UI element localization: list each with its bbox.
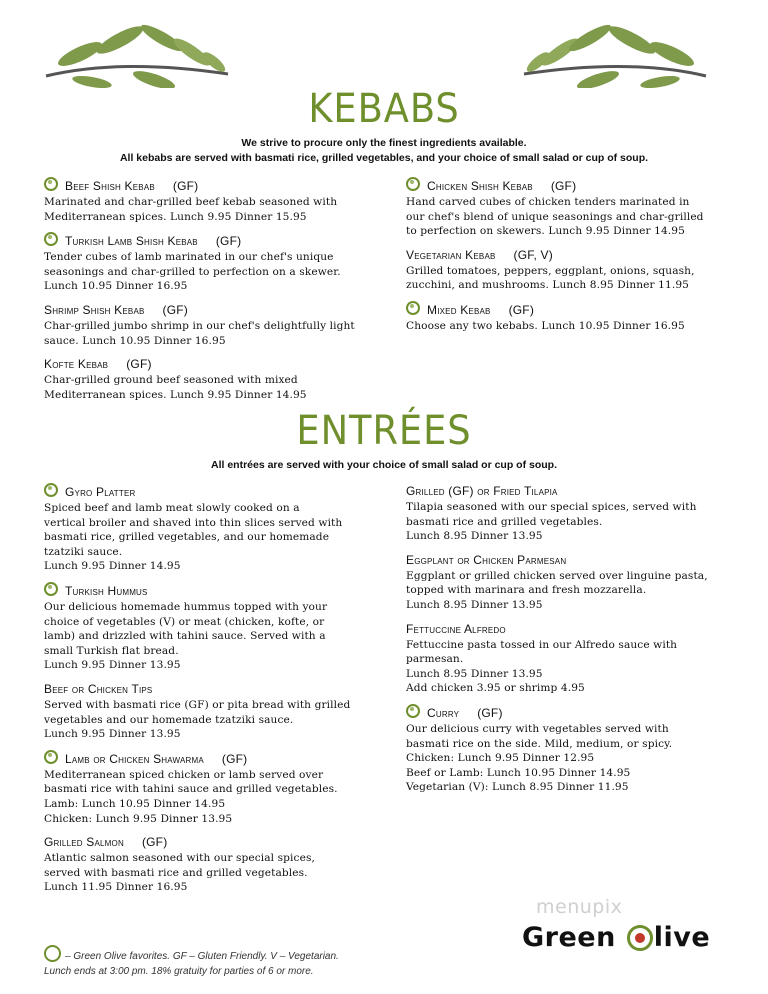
- menu-item-name: Grilled Salmon: [44, 835, 124, 850]
- menu-item-description: Choose any two kebabs. Lunch 10.95 Dinner 16.95: [406, 319, 685, 332]
- menu-item-name: Gyro Platter: [65, 485, 136, 499]
- menu-item-description: Grilled tomatoes, peppers, eggplant, onions, squash, zucchini, and mushrooms. Lunch 8.95 Dinner 11.95: [406, 264, 695, 292]
- menu-item-diet-tag: (GF): [508, 302, 535, 317]
- menu-item-name: Eggplant or Chicken Parmesan: [406, 552, 567, 567]
- menu-item-name: Shrimp Shish Kebab: [44, 302, 145, 317]
- menu-item-name-row: [406, 704, 736, 722]
- menu-item: [44, 681, 379, 742]
- kebabs-right-column: [406, 177, 736, 342]
- menu-item-diet-tag: (GF, V): [513, 247, 553, 262]
- kebabs-title: KEBABS: [308, 86, 460, 132]
- menu-item: [44, 177, 379, 224]
- menu-item-name: Turkish Lamb Shish Kebab: [65, 234, 198, 249]
- footer-notes: [44, 945, 339, 979]
- kebabs-left-column: [44, 177, 379, 410]
- olive-favorite-icon: [44, 232, 58, 246]
- menu-item-description: Tender cubes of lamb marinated in our chef's unique seasonings and char-grilled to perfection on a skewer. Lunch 10.95 Dinner 16.95: [44, 251, 341, 293]
- menu-item-name: Curry: [427, 705, 460, 720]
- menu-item-diet-tag: (GF): [550, 179, 577, 193]
- menu-item-name-row: [44, 356, 379, 373]
- menu-item-diet-tag: (GF): [141, 835, 168, 850]
- menu-item-name-row: [44, 681, 379, 698]
- menu-item-diet-tag: (GF): [172, 179, 199, 193]
- menu-item-diet-tag: (GF): [126, 357, 152, 372]
- menu-item: [44, 232, 379, 294]
- menupix-watermark: menupix: [536, 896, 623, 918]
- menu-item: [44, 356, 379, 402]
- menu-item-name: Mixed Kebab: [427, 302, 491, 317]
- menu-item-description: Our delicious homemade hummus topped with your choice of vegetables (V) or meat (chicken, kofte, or lamb) and drizzled with tahini sauce. Served with a small Turkish flat bread. Lunch 9.95 Dinner 13.95: [44, 600, 328, 672]
- menu-item-name-row: [406, 177, 736, 195]
- menu-item-name-row: [44, 302, 379, 319]
- menu-item-description: Char-grilled ground beef seasoned with mixed Mediterranean spices. Lunch 9.95 Dinner 14.95: [44, 374, 307, 401]
- menu-item-name-row: [406, 301, 736, 319]
- menu-item-description: Hand carved cubes of chicken tenders marinated in our chef's blend of unique seasonings and char-grilled to perfection on skewers. Lunch 9.95 Dinner 14.95: [406, 196, 704, 238]
- menu-item-name: Vegetarian Kebab: [406, 247, 496, 262]
- menu-item-description: Eggplant or grilled chicken served over linguine pasta, topped with marinara and fresh mozzarella. Lunch 8.95 Dinner 13.95: [406, 569, 708, 611]
- kebabs-subtitle-2: All kebabs are served with basmati rice, grilled vegetables, and your choice of small salad or cup of soup.: [119, 152, 649, 164]
- entrees-right-column: [406, 483, 736, 803]
- menu-item-name: Turkish Hummus: [65, 583, 148, 598]
- menu-item-name-row: [406, 621, 736, 638]
- menu-item: [406, 621, 736, 696]
- menu-item: [406, 301, 736, 334]
- menu-item: [406, 247, 736, 293]
- menu-item: [406, 177, 736, 239]
- menu-item-diet-tag: (GF): [215, 234, 242, 249]
- entrees-subtitle: All entrées are served with your choice of small salad or cup of soup.: [210, 459, 558, 471]
- olive-logo-icon: [627, 925, 653, 951]
- olive-favorite-icon: [406, 301, 420, 315]
- olive-branch-left: [42, 18, 232, 88]
- menu-item-description: Marinated and char-grilled beef kebab seasoned with Mediterranean spices. Lunch 9.95 Dinner 15.95: [44, 196, 338, 223]
- entrees-left-column: [44, 483, 379, 903]
- olive-favorite-icon: [406, 177, 420, 191]
- menu-item-name: Beef Shish Kebab: [65, 179, 155, 193]
- olive-branch-right: [520, 18, 710, 88]
- menu-item-description: Char-grilled jumbo shrimp in our chef's delightfully light sauce. Lunch 10.95 Dinner 16.95: [44, 319, 355, 347]
- green-olive-logo: [522, 922, 710, 953]
- menu-item-description: Served with basmati rice (GF) or pita bread with grilled vegetables and our homemade tzatziki sauce. Lunch 9.95 Dinner 13.95: [44, 698, 351, 741]
- menu-item: [44, 582, 379, 673]
- menu-item-description: Fettuccine pasta tossed in our Alfredo sauce with parmesan. Lunch 8.95 Dinner 13.95 Add chicken 3.95 or shrimp 4.95: [406, 638, 678, 695]
- menu-item-diet-tag: (GF): [477, 705, 503, 720]
- menu-item-name-row: [406, 483, 736, 500]
- menu-item-description: Mediterranean spiced chicken or lamb served over basmati rice with tahini sauce and grilled vegetables. Lamb: Lunch 10.95 Dinner 14.95 Chicken: Lunch 9.95 Dinner 13.95: [44, 768, 338, 825]
- menu-item: [44, 302, 379, 348]
- olive-favorite-icon: [406, 704, 420, 718]
- menu-item: [406, 552, 736, 613]
- menu-item-name-row: [44, 483, 379, 501]
- menu-item-name: Beef or Chicken Tips: [44, 681, 153, 696]
- menu-item-name-row: [44, 750, 379, 768]
- menu-item-name: Lamb or Chicken Shawarma: [65, 751, 204, 766]
- menu-item-description: Spiced beef and lamb meat slowly cooked on a vertical broiler and shaved into thin slices served with basmati rice, grilled vegetables, and our homemade tzatziki sauce. Lunch 9.95 Dinner 14.95: [44, 502, 343, 573]
- footer-policy: Lunch ends at 3:00 pm. 18% gratuity for parties of 6 or more.: [44, 966, 314, 977]
- menu-item-description: Atlantic salmon seasoned with our special spices, served with basmati rice and grilled vegetables. Lunch 11.95 Dinner 16.95: [44, 852, 315, 894]
- menu-item-name-row: [44, 177, 379, 195]
- menu-item-name-row: [44, 834, 379, 851]
- olive-favorite-icon: [44, 582, 58, 596]
- kebabs-subtitle-1: We strive to procure only the finest ingredients available.: [241, 137, 527, 149]
- logo-text-green: Green: [522, 922, 626, 953]
- logo-text-live: live: [653, 922, 711, 953]
- menu-item-name: Fettuccine Alfredo: [406, 621, 506, 636]
- olive-legend-icon: [44, 945, 61, 962]
- menu-item-diet-tag: (GF): [221, 751, 248, 766]
- menu-item-diet-tag: (GF): [162, 302, 188, 317]
- olive-favorite-icon: [44, 177, 58, 191]
- menu-item: [406, 483, 736, 544]
- menu-item-name-row: [406, 247, 736, 264]
- entrees-title: ENTRÉES: [296, 408, 472, 454]
- menu-item-name: Kofte Kebab: [44, 357, 109, 372]
- menu-item: [44, 834, 379, 895]
- menu-item: [44, 750, 379, 826]
- menu-item-name-row: [44, 232, 379, 250]
- menu-item: [406, 704, 736, 795]
- menu-item-description: Tilapia seasoned with our special spices, served with basmati rice and grilled vegetables. Lunch 8.95 Dinner 13.95: [406, 501, 697, 543]
- menu-item-name-row: [44, 582, 379, 600]
- footer-legend: – Green Olive favorites. GF – Gluten Friendly. V – Vegetarian.: [65, 951, 339, 962]
- menu-item-name: Grilled (GF) or Fried Tilapia: [406, 484, 558, 498]
- olive-favorite-icon: [44, 483, 58, 497]
- menu-item-description: Our delicious curry with vegetables served with basmati rice on the side. Mild, medium, or spicy. Chicken: Lunch 9.95 Dinner 12.95 Beef or Lamb: Lunch 10.95 Dinner 14.95 Vegetarian (V): Lunch 8.95 Dinner 11.95: [406, 722, 673, 794]
- menu-item-name: Chicken Shish Kebab: [427, 179, 533, 193]
- menu-item: [44, 483, 379, 574]
- menu-item-name-row: [406, 552, 736, 569]
- olive-favorite-icon: [44, 750, 58, 764]
